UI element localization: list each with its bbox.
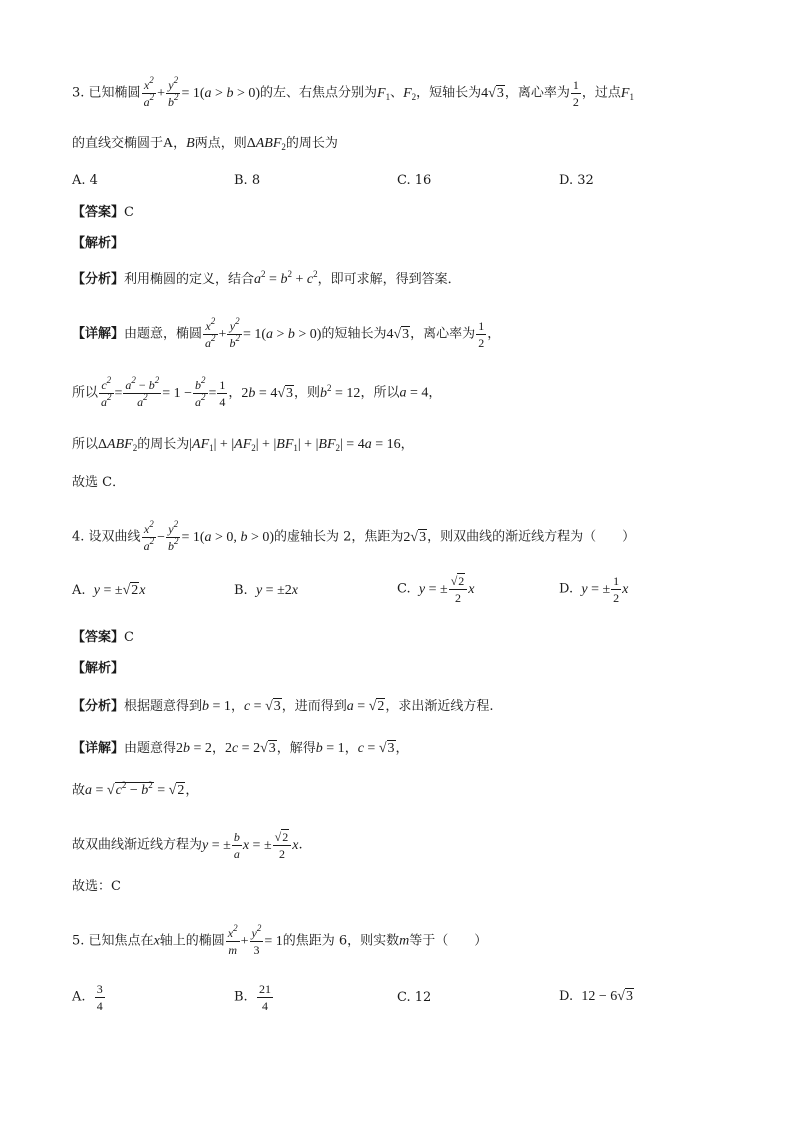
- q4-xiangjie: 【详解】由题意得2b = 2，2c = 2√3，解得b = 1，c = √3，: [72, 741, 409, 756]
- q5-option-d: D. 12 − 6√3: [559, 989, 633, 1004]
- q3-xiangjie-line2: 所以 $\frac{c^2}{a^2}$ = $\frac{a^2 - b^2}{a^2}$ = 1 − $\frac{b^2}{a^2}$ = $\frac{1}{4}$ ，2b = 4√3，则$b^2 = 12$，所以a = 4，: [72, 375, 442, 409]
- ellipse-equation: $\frac{x^2}{a^2}$ + $\frac{y^2}{b^2}$ = 1(a > b > 0): [143, 75, 260, 109]
- hyperbola-equation: $\frac{x^2}{a^2}$ − $\frac{y^2}{b^2}$ = 1(a > 0, b > 0): [143, 519, 274, 553]
- q4-option-b: B. y = ±2x: [234, 583, 298, 598]
- q3-option-b: B. 8: [234, 173, 261, 188]
- q4-option-d: D. y = ± $\frac{1}{2}$ x: [559, 574, 629, 605]
- q4-fenxi: 【分析】根据题意得到b = 1，c = √3，进而得到a = √2，求出渐近线方程.: [72, 699, 494, 714]
- q5-ellipse-equation: $\frac{x^2}{m}$ + $\frac{y^2}{3}$ = 1: [227, 923, 283, 957]
- q3-xiangjie-line3: 所以$\Delta ABF_2$的周长为$|AF_1| + |AF_2| + |BF_1| + |BF_2| = 4a = 16$，: [72, 437, 414, 453]
- q4-choose: 故选：C: [72, 879, 121, 894]
- q3-stem-line2: 的直线交椭圆于A，B两点，则$\Delta ABF_2$的周长为: [72, 136, 338, 152]
- q5-number: 5.: [72, 933, 85, 949]
- q3-option-d: D. 32: [559, 173, 594, 188]
- q4-number: 4.: [72, 529, 85, 545]
- q4-analysis-heading: 【解析】: [72, 661, 125, 676]
- q5-option-b: B. $\frac{21}{4}$: [234, 982, 271, 1013]
- q4-option-a: A. y = ±√2x: [72, 583, 146, 598]
- q3-xiangjie-line1: 【详解】由题意，椭圆 $\frac{x^2}{a^2}$ + $\frac{y^2}{b^2}$ = 1(a > b > 0)的短轴长为4√3，离心率为 $\frac{1}{2}$ ，: [72, 316, 501, 350]
- q3-number: 3.: [72, 85, 85, 101]
- q3-choose: 故选 C．: [72, 475, 126, 490]
- q4-answer: 【答案】C: [72, 630, 134, 645]
- q3-answer: 【答案】C: [72, 205, 134, 220]
- q5-option-a: A. $\frac{3}{4}$: [72, 982, 103, 1013]
- q3-option-a: A. 4: [72, 173, 98, 188]
- q5-stem: 5. 已知焦点在x轴上的椭圆 $\frac{x^2}{m}$ + $\frac{y^2}{3}$ = 1的焦距为 6，则实数m等于（ ）: [72, 923, 488, 957]
- q3-analysis-heading: 【解析】: [72, 236, 125, 251]
- q3-option-c: C. 16: [397, 173, 432, 188]
- q4-stem: 4. 设双曲线 $\frac{x^2}{a^2}$ − $\frac{y^2}{b^2}$ = 1(a > 0, b > 0)的虚轴长为 2，焦距为2√3，则双曲线的渐近线方程为（ ）: [72, 519, 636, 553]
- q3-fenxi: 【分析】利用椭圆的定义，结合$a^2 = b^2 + c^2$，即可求解，得到答案．: [72, 269, 461, 287]
- q4-gu1: 故$a = √c^2 - b^2 = √2$，: [72, 780, 199, 798]
- q4-option-c: C. y = ± $\frac{√2}{2}$ x: [397, 574, 475, 605]
- q4-gu2: 故双曲线渐近线方程为y = ± $\frac{b}{a}$ x = ± $\frac{√2}{2}$ x.: [72, 830, 303, 861]
- q3-stem-line1: 3. 已知椭圆 $\frac{x^2}{a^2}$ + $\frac{y^2}{b^2}$ = 1(a > b > 0)的左、右焦点分别为$F_1$、$F_2$，短轴长为4√3，离心率为 $\frac{1}{2}$ ，过点$F_1$: [72, 75, 634, 109]
- q5-option-c: C. 12: [397, 990, 432, 1005]
